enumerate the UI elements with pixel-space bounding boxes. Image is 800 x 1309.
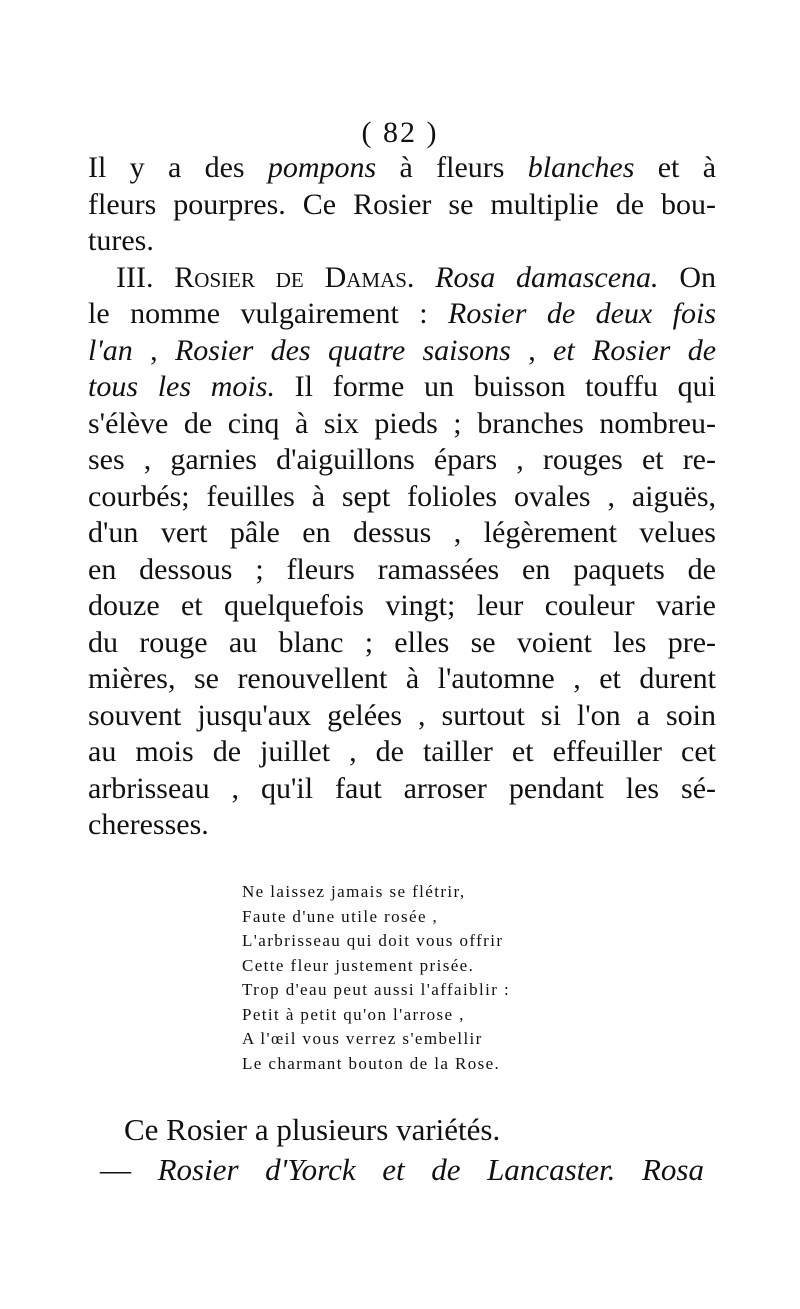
italic-run: Rosier d'Yorck et de Lancaster. Rosa xyxy=(157,1152,704,1187)
text-line xyxy=(100,1150,704,1190)
text-line: au mois de juillet , de tailler et effeuiller cet xyxy=(88,735,716,768)
italic-run: blanches xyxy=(527,151,635,184)
text-line: ses , garnies d'aiguillons épars , rouges et re- xyxy=(88,443,716,476)
closing-text xyxy=(100,1110,704,1190)
text-run: et à xyxy=(634,151,717,184)
text-line xyxy=(88,150,716,187)
section-heading xyxy=(88,260,716,297)
italic-run: et Rosier de xyxy=(553,333,717,367)
text-run: Il y a des xyxy=(88,151,268,184)
italic-run: Rosier de deux fois xyxy=(448,297,717,330)
text-line: tures. xyxy=(88,224,154,257)
poem xyxy=(242,880,562,1076)
text-line: douze et quelquefois vingt; leur couleur varie xyxy=(88,589,716,622)
main-text xyxy=(88,150,716,844)
text-line: du rouge au blanc ; elles se voient les pre- xyxy=(88,625,716,659)
text-line xyxy=(88,369,716,406)
text-run: , xyxy=(132,333,175,367)
text-line: cheresses. xyxy=(88,808,209,841)
italic-run: pompons xyxy=(267,151,377,184)
text-line: d'un vert pâle en dessus , légèrement velues xyxy=(88,516,716,549)
em-dash: — xyxy=(100,1152,158,1187)
text-run: Il forme un buisson touffu qui xyxy=(274,370,717,403)
page-number: ( 82 ) xyxy=(361,116,439,149)
text-run: à fleurs xyxy=(376,151,528,184)
poem-line: Cette fleur justement prisée. xyxy=(242,955,475,975)
poem-line: L'arbrisseau qui doit vous offrir xyxy=(242,931,504,950)
text-run: le nomme vulgairement : xyxy=(88,297,449,330)
text-line: courbés; feuilles à sept folioles ovales , aiguës, xyxy=(88,479,716,513)
poem-line: A l'œil vous verrez s'embellir xyxy=(242,1029,483,1048)
italic-run: tous les mois. xyxy=(88,370,275,403)
section-title: Rosier de Damas. xyxy=(174,260,415,294)
text-run: On xyxy=(658,260,716,294)
text-line: souvent jusqu'aux gelées , surtout si l'on a soin xyxy=(88,698,716,732)
poem-line: Ne laissez jamais se flétrir, xyxy=(242,882,466,901)
text-line: s'élève de cinq à six pieds ; branches nombreu- xyxy=(88,406,716,440)
italic-run: l'an xyxy=(88,333,133,367)
section-number: III. xyxy=(116,260,175,294)
italic-run: Rosier des quatre saisons xyxy=(174,333,511,367)
text-line: mières, se renouvellent à l'automne , et durent xyxy=(88,662,716,695)
poem-line: Le charmant bouton de la Rose. xyxy=(242,1053,501,1073)
text-line xyxy=(88,296,716,333)
text-line: arbrisseau , qu'il faut arroser pendant les sé- xyxy=(88,771,716,805)
text-line: Ce Rosier a plusieurs variétés. xyxy=(124,1112,501,1147)
poem-line: Trop d'eau peut aussi l'affaiblir : xyxy=(242,980,511,999)
text-line: en dessous ; fleurs ramassées en paquets de xyxy=(88,552,716,586)
poem-line: Faute d'une utile rosée , xyxy=(242,906,439,926)
poem-line: Petit à petit qu'on l'arrose , xyxy=(242,1004,465,1024)
text-run: , xyxy=(510,333,554,367)
latin-name: Rosa damascena. xyxy=(435,260,659,294)
text-line xyxy=(88,333,716,370)
text-line: fleurs pourpres. Ce Rosier se multiplie de bou- xyxy=(88,187,716,221)
